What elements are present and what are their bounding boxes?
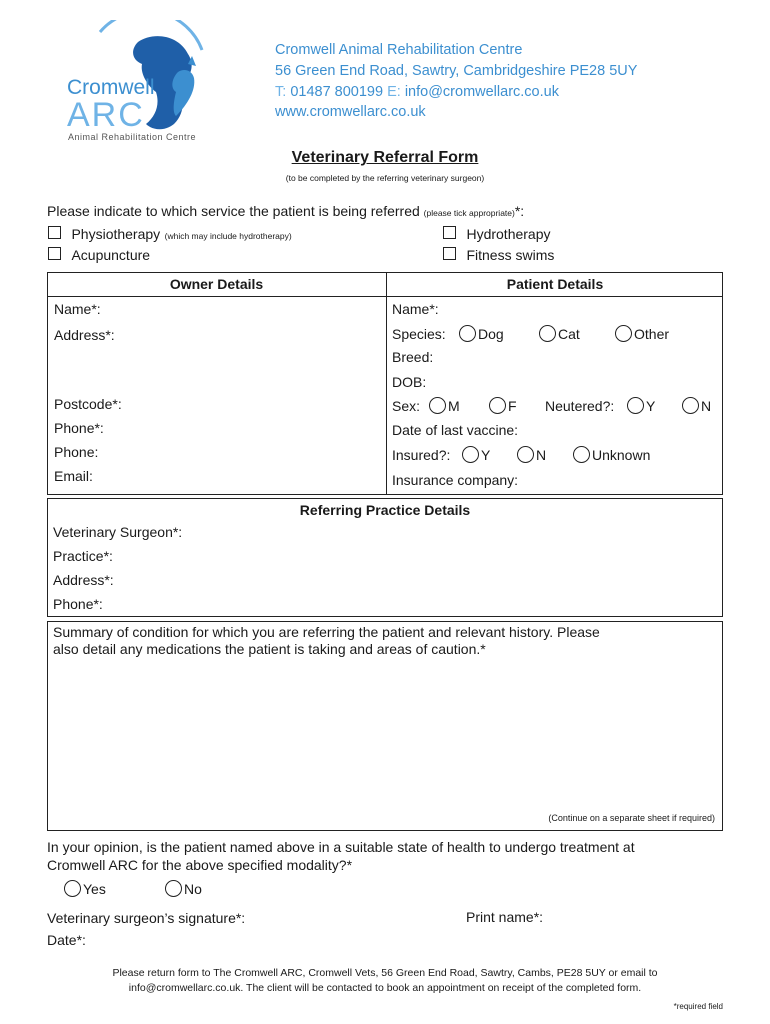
logo [60, 20, 220, 145]
summary-line-1: Summary of condition for which you are referring the patient and relevant history. Please [53, 624, 600, 640]
patient-species-label: Species: [392, 326, 446, 342]
service-hint: (please tick appropriate) [423, 208, 515, 218]
insured-label: Insured?: [392, 447, 451, 463]
acupuncture-label: Acupuncture [71, 247, 151, 263]
footer-line-2: info@cromwellarc.co.uk. The client will be contacted to book an appointment on receipt of the completed form. [128, 982, 642, 994]
neutered-label: Neutered?: [545, 398, 615, 414]
date-field[interactable]: Date*: [47, 932, 86, 948]
logo-name: Cromwell [67, 76, 155, 99]
patient-breed[interactable]: Breed: [392, 349, 434, 365]
insurance-company[interactable]: Insurance company: [392, 472, 519, 488]
owner-phone[interactable]: Phone*: [54, 420, 104, 436]
summary-continue: (Continue on a separate sheet if required) [548, 813, 715, 823]
neutered-y-label: Y [646, 398, 656, 414]
physiotherapy-label: Physiotherapy [71, 226, 161, 242]
tel-label: T: [275, 84, 287, 100]
table-divider [386, 272, 387, 495]
practice-name[interactable]: Practice*: [53, 548, 113, 564]
service-req: *: [514, 203, 525, 219]
form-title: Veterinary Referral Form [291, 149, 479, 166]
opinion-yes-label: Yes [83, 881, 106, 897]
opinion-no-label: No [184, 881, 202, 897]
neutered-y-radio[interactable] [627, 397, 644, 414]
species-dog-option[interactable] [459, 325, 504, 344]
fitness-swims-checkbox[interactable] [443, 247, 456, 260]
insured-n-option[interactable] [517, 446, 546, 465]
header-contact [275, 82, 559, 103]
signature-field[interactable]: Veterinary surgeon’s signature*: [47, 910, 246, 926]
hydrotherapy-checkbox[interactable] [443, 226, 456, 239]
option-acupuncture[interactable] [48, 247, 150, 265]
owner-postcode[interactable]: Postcode*: [54, 396, 122, 412]
footer-line-1: Please return form to The Cromwell ARC, Cromwell Vets, 56 Green End Road, Sawtry, Cambs, PE28 5UY or email to [112, 967, 658, 979]
header-address: 56 Green End Road, Sawtry, Cambridgeshire PE28 5UY [275, 63, 638, 79]
sex-f-option[interactable] [489, 397, 517, 416]
other-radio[interactable] [615, 325, 632, 342]
email-label: E: [387, 84, 401, 100]
option-hydrotherapy[interactable] [443, 226, 551, 244]
opinion-yes-option[interactable] [64, 880, 106, 899]
cat-label: Cat [558, 326, 580, 342]
practice-surgeon[interactable]: Veterinary Surgeon*: [53, 524, 183, 540]
physiotherapy-note: (which may include hydrotherapy) [164, 231, 292, 241]
other-label: Other [634, 326, 670, 342]
opinion-line-1: In your opinion, is the patient named above in a suitable state of health to undergo treatment at [47, 839, 635, 855]
neutered-n-option[interactable] [682, 397, 711, 416]
insured-unknown-option[interactable] [573, 446, 650, 465]
option-fitness-swims[interactable] [443, 247, 554, 265]
header-org: Cromwell Animal Rehabilitation Centre [275, 42, 523, 58]
practice-phone[interactable]: Phone*: [53, 596, 103, 612]
neutered-y-option[interactable] [627, 397, 655, 416]
dog-radio[interactable] [459, 325, 476, 342]
physiotherapy-checkbox[interactable] [48, 226, 61, 239]
email-value[interactable]: info@cromwellarc.co.uk [404, 84, 559, 100]
owner-phone-alt[interactable]: Phone: [54, 444, 99, 460]
patient-heading: Patient Details [506, 276, 604, 292]
insured-y-label: Y [481, 447, 491, 463]
neutered-n-label: N [701, 398, 712, 414]
service-question [47, 203, 524, 219]
summary-line-2: also detail any medications the patient is taking and areas of caution.* [53, 641, 486, 657]
header-web[interactable]: www.cromwellarc.co.uk [275, 104, 426, 120]
hydrotherapy-label: Hydrotherapy [466, 226, 551, 242]
form-subtitle: (to be completed by the referring veterinary surgeon) [285, 173, 485, 183]
tel-value: 01487 800199 [290, 84, 384, 100]
insured-n-radio[interactable] [517, 446, 534, 463]
owner-name[interactable]: Name*: [54, 301, 101, 317]
acupuncture-checkbox[interactable] [48, 247, 61, 260]
sex-f-label: F [508, 398, 517, 414]
patient-vaccine[interactable]: Date of last vaccine: [392, 422, 519, 438]
species-cat-option[interactable] [539, 325, 580, 344]
sex-m-radio[interactable] [429, 397, 446, 414]
opinion-no-option[interactable] [165, 880, 202, 899]
owner-address[interactable]: Address*: [54, 327, 115, 343]
practice-heading: Referring Practice Details [299, 502, 471, 518]
option-physiotherapy[interactable] [48, 226, 292, 244]
opinion-line-2: Cromwell ARC for the above specified modality?* [47, 857, 353, 873]
owner-heading: Owner Details [169, 276, 264, 292]
insured-unknown-radio[interactable] [573, 446, 590, 463]
fitness-swims-label: Fitness swims [466, 247, 555, 263]
patient-sex-label: Sex: [392, 398, 421, 414]
print-name-field[interactable]: Print name*: [466, 909, 544, 925]
patient-dob[interactable]: DOB: [392, 374, 427, 390]
owner-email[interactable]: Email: [54, 468, 93, 484]
species-other-option[interactable] [615, 325, 669, 344]
sex-m-option[interactable] [429, 397, 460, 416]
cat-radio[interactable] [539, 325, 556, 342]
neutered-n-radio[interactable] [682, 397, 699, 414]
required-note: *required field [673, 1002, 723, 1011]
insured-n-label: N [536, 447, 547, 463]
practice-address[interactable]: Address*: [53, 572, 114, 588]
opinion-yes-radio[interactable] [64, 880, 81, 897]
patient-name[interactable]: Name*: [392, 301, 439, 317]
sex-m-label: M [448, 398, 460, 414]
sex-f-radio[interactable] [489, 397, 506, 414]
service-question-text: Please indicate to which service the patient is being referred [47, 203, 420, 219]
insured-unknown-label: Unknown [592, 447, 651, 463]
opinion-no-radio[interactable] [165, 880, 182, 897]
logo-tagline: Animal Rehabilitation Centre [68, 132, 197, 142]
logo-arc: ARC [67, 96, 145, 134]
insured-y-option[interactable] [462, 446, 490, 465]
table-header-rule [47, 296, 723, 297]
insured-y-radio[interactable] [462, 446, 479, 463]
dog-label: Dog [478, 326, 504, 342]
